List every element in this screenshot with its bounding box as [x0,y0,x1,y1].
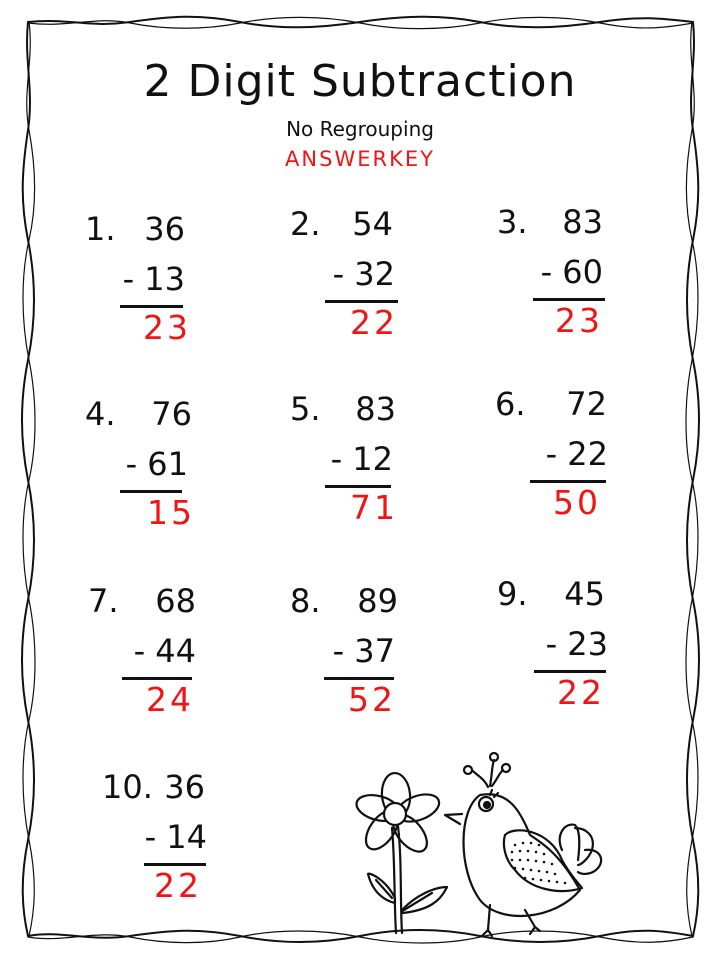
problem-5 [290,390,440,530]
subtrahend: - 22 [545,435,608,473]
answer: 23 [555,301,603,340]
flower-icon [354,772,447,933]
minuend: 72 [566,385,607,423]
worksheet-title: 2 Digit Subtraction [143,56,577,107]
problem-number: 10. [102,768,153,806]
subtrahend: - 60 [540,253,603,291]
subtrahend: - 14 [144,818,207,856]
answer: 22 [154,866,202,905]
problem-number: 5. [290,390,321,428]
subtrahend: - 13 [122,260,185,298]
answer: 15 [147,493,195,532]
problem-2 [290,205,440,345]
answer: 22 [350,303,398,342]
subtrahend: - 23 [545,625,608,663]
answer: 22 [557,673,605,712]
answer: 24 [146,680,194,719]
minuend: 68 [155,582,196,620]
problem-3 [497,203,647,343]
problem-number: 1. [85,210,116,248]
subtrahend: - 61 [125,445,188,483]
problem-8 [290,582,440,722]
problem-7 [88,582,238,722]
problem-number: 6. [495,385,526,423]
minuend: 45 [564,575,605,613]
problem-10 [102,768,252,908]
subtrahend: - 37 [332,632,395,670]
problem-number: 2. [290,205,321,243]
problem-number: 4. [85,395,116,433]
answer: 50 [553,483,601,522]
answer: 52 [348,680,396,719]
problem-4 [85,395,235,535]
subtrahend: - 44 [133,632,196,670]
minuend: 36 [144,210,185,248]
minuend: 83 [562,203,603,241]
problem-9 [497,575,647,715]
minuend: 83 [355,390,396,428]
bird-icon [445,753,601,936]
problem-number: 8. [290,582,321,620]
problem-1 [85,210,235,350]
minuend: 76 [151,395,192,433]
answer: 23 [143,308,191,347]
problem-number: 7. [88,582,119,620]
answer-key-label: ANSWERKEY [285,147,435,171]
problem-6 [495,385,645,525]
worksheet-subtitle: No Regrouping [286,117,434,141]
minuend: 89 [357,582,398,620]
subtrahend: - 12 [330,440,393,478]
minuend: 36 [164,768,205,806]
subtrahend: - 32 [332,255,395,293]
answer: 71 [350,488,398,527]
problem-number: 9. [497,575,528,613]
minuend: 54 [352,205,393,243]
problem-number: 3. [497,203,528,241]
bird-wing-dots [511,842,567,885]
flower-and-bird-illustration [340,750,620,940]
